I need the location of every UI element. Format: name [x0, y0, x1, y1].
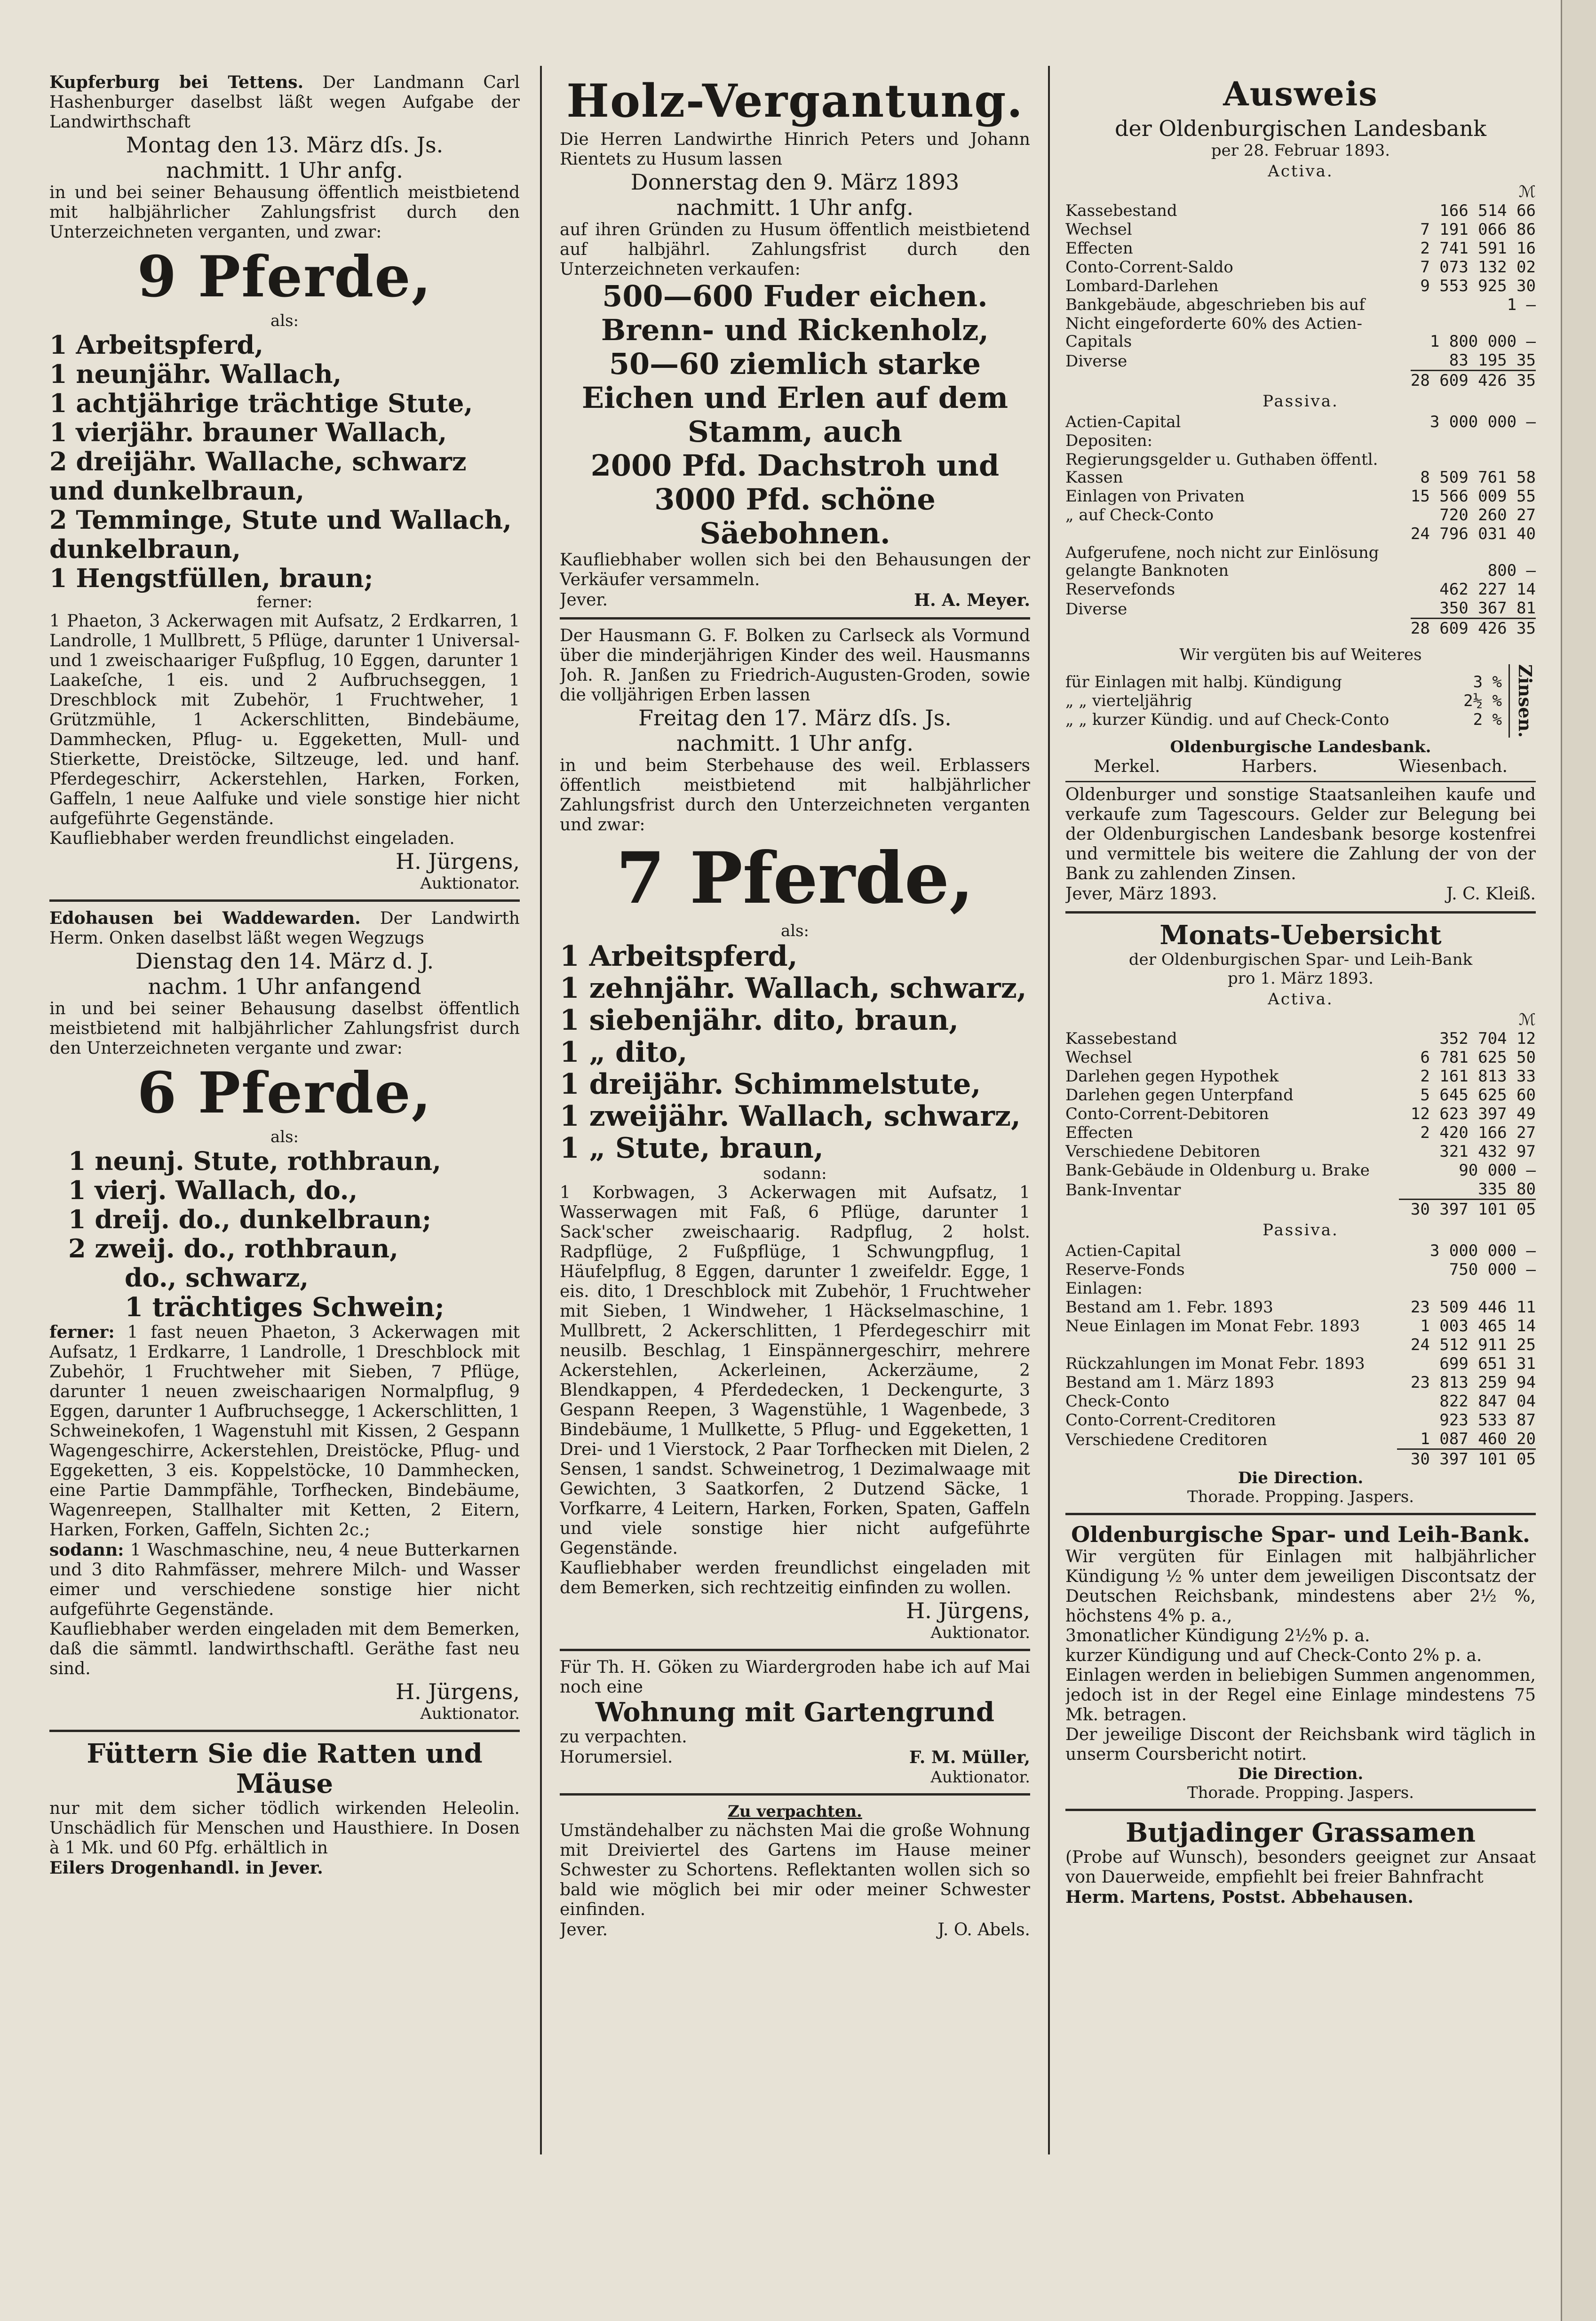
table-row — [1065, 1430, 1536, 1449]
ad-signer: J. C. Kleiß. — [1446, 884, 1536, 904]
ad-title: Butjadinger Grassamen — [1126, 1817, 1476, 1849]
row-label: Effecten — [1065, 239, 1133, 258]
table-row — [1065, 487, 1536, 506]
row-value: 462 227 14 — [1439, 580, 1536, 599]
row-value: 12 623 397 49 — [1410, 1105, 1536, 1124]
ad-signer: J. O. Abels. — [937, 1920, 1030, 1939]
ad-role: Auktionator. — [930, 1623, 1030, 1642]
rates-heading: Wir vergüten bis auf Weiteres — [1179, 645, 1422, 664]
table-row — [1065, 220, 1536, 239]
row-value: 1 — — [1507, 295, 1536, 314]
row-label: Darlehen gegen Hypothek — [1065, 1067, 1279, 1086]
row-value: 24 796 031 40 — [1410, 525, 1536, 543]
row-value: 1 003 465 14 — [1420, 1317, 1536, 1336]
row-value — [1411, 431, 1536, 450]
ad-subtitle: der Oldenburgischen Landesbank — [1115, 116, 1486, 141]
table-row — [1065, 1067, 1536, 1086]
ad-time: nachmitt. 1 Uhr anfg. — [676, 731, 914, 756]
row-label: Einlagen: — [1065, 1279, 1143, 1298]
table-row — [1065, 1298, 1536, 1317]
ad-body: Umständehalber zu nächsten Mai die große Wohnung mit Dreiviertel des Gartens im Hause meiner Schwester zu Schortens. Reflektanten wollen sich so bald wie möglich bei mir oder meiner Schwester einfinden. — [560, 1821, 1030, 1919]
ad-note: Oldenburger und sonstige Staatsanleihen kaufe und verkaufe zum Tagescours. Gelder zur Belegung bei der Oldenburgischen Landesbank besorge kostenfrei und vermittele bis weitere die Zahlung der von der Bank zu zahlenden Zinsen. — [1065, 781, 1536, 884]
table-row — [1065, 1411, 1536, 1430]
ad-edohausen — [49, 902, 520, 1732]
row-label: Bestand am 1. Febr. 1893 — [1065, 1298, 1273, 1317]
table-row — [1065, 1392, 1536, 1411]
table-row — [1065, 1123, 1536, 1142]
table-row — [1065, 1279, 1536, 1298]
ad-invite: Kaufliebhaber werden eingeladen mit dem Bemerken, daß die sämmtl. landwirthschaftl. Geräthe fast neu sind. — [49, 1620, 520, 1678]
row-value — [1397, 1279, 1536, 1298]
table-row — [1065, 314, 1536, 351]
table-row — [1065, 710, 1502, 729]
row-value: 23 509 446 11 — [1410, 1298, 1536, 1317]
ad-title: Kupferburg bei Tettens. — [49, 72, 304, 92]
list-item: do., schwarz, — [125, 1263, 309, 1293]
passiva-total: 28 609 426 35 — [1410, 619, 1536, 638]
ad-ferner-label: ferner: — [49, 1322, 115, 1342]
row-value: 1 800 000 — — [1429, 332, 1536, 351]
row-label: „ „ vierteljährig — [1065, 692, 1192, 711]
list-item: 1 neunjähr. Wallach, — [49, 359, 342, 389]
row-label — [1065, 525, 1411, 543]
ad-ferner: 1 fast neuen Phaeton, 3 Ackerwagen mit Aufsatz, 1 Erdkarre, 1 Landrolle, 1 Dreschblock mit Zubehör, 1 Fruchtweher mit Sieben, 7 Pflüge, darunter 1 neuen zweischaarigen Normalpflug, 9 Eggen, darunter 1 Aufbruchsegge, 1 Ackerschlitten, 1 Schweinekofen, 1 Wagenstuhl mit Kissen, 2 Gespann Wagengeschirre, Ackerstehlen, Dreistöcke, Pflug- und Eggeketten, 3 eis. Koppelstöcke, 10 Dammhecken, eine Partie Dammpfähle, Torfhecken, Bindebäume, Wagenreepen, Stallhalter mit Ketten, 2 Eitern, Harken, Forken, Gaffeln, Sichten 2c.; — [49, 1323, 520, 1540]
ad-intro: Der Landmann Carl Hashenburger daselbst läßt wegen Aufgabe der Landwirthschaft — [49, 73, 520, 132]
ad-pig: 1 trächtiges Schwein; — [125, 1292, 445, 1323]
row-label: Einlagen von Privaten — [1065, 487, 1245, 506]
activa-total: 28 609 426 35 — [1410, 371, 1536, 390]
list-item: 2 zweij. do., rothbraun, — [68, 1233, 398, 1264]
ad-date: per 28. Februar 1893. — [1211, 141, 1390, 160]
ad-place: Jever. — [560, 590, 608, 610]
row-label: Neue Einlagen im Monat Febr. 1893 — [1065, 1317, 1360, 1336]
row-value: 6 781 625 50 — [1420, 1048, 1536, 1067]
ad-place: Horumersiel. — [560, 1748, 673, 1767]
table-row — [1065, 1335, 1536, 1354]
ad-shop: Eilers Drogenhandl. in Jever. — [49, 1858, 323, 1878]
ad-time: nachmitt. 1 Uhr anfg. — [676, 195, 914, 220]
table-row — [1065, 543, 1536, 580]
ad-wohnung — [560, 1651, 1030, 1796]
row-value: 350 367 81 — [1439, 599, 1536, 618]
ad-signature-row — [560, 590, 1030, 611]
ad-role: Auktionator. — [420, 874, 520, 893]
list-item: 2 dreijähr. Wallache, schwarz und dunkelbraun, — [49, 446, 467, 506]
table-row — [1065, 1180, 1536, 1200]
table-row — [1065, 1241, 1536, 1260]
row-label: Bestand am 1. März 1893 — [1065, 1373, 1275, 1392]
ad-bolken — [560, 620, 1030, 1651]
row-value: 699 651 31 — [1439, 1354, 1536, 1374]
passiva-table — [1065, 1241, 1536, 1469]
row-label: Nicht eingeforderte 60% des Actien-Capitals — [1065, 314, 1363, 351]
ad-title: Monats-Uebersicht — [1159, 920, 1442, 951]
table-row — [1065, 1200, 1536, 1219]
table-row — [1065, 673, 1502, 692]
row-value: 720 260 27 — [1439, 506, 1536, 525]
table-row — [1065, 1010, 1536, 1029]
ad-landesbank-ausweis — [1065, 66, 1536, 914]
row-label: Diverse — [1065, 351, 1128, 371]
passiva-total: 30 397 101 05 — [1397, 1449, 1536, 1469]
ad-body: (Probe auf Wunsch), besonders geeignet zur Ansaat von Dauerweide, empfiehlt bei freier Bahnfracht — [1065, 1848, 1536, 1887]
ad-directors: Thorade. Propping. Jaspers. — [1187, 1783, 1414, 1803]
rates-block — [1065, 664, 1536, 738]
ad-heleolin — [49, 1732, 520, 1884]
row-value: 750 000 — — [1449, 1260, 1536, 1280]
table-row — [1065, 619, 1536, 638]
row-label: Reservefonds — [1065, 580, 1175, 599]
table-row — [1065, 201, 1536, 220]
row-label: Kassebestand — [1065, 1029, 1177, 1049]
activa-total: 30 397 101 05 — [1399, 1200, 1536, 1219]
activa-table — [1065, 183, 1536, 390]
ad-kupferburg — [49, 66, 520, 902]
row-value: 352 704 12 — [1439, 1029, 1536, 1049]
list-item: 1 vierj. Wallach, do., — [68, 1175, 358, 1205]
list-item: Brenn- und Rickenholz, — [601, 313, 989, 347]
row-value: 15 566 009 55 — [1410, 487, 1536, 506]
row-label: Regierungsgelder u. Guthaben öffentl. Kassen — [1065, 450, 1378, 487]
row-value: 335 80 — [1478, 1180, 1536, 1199]
row-value: 3 000 000 — — [1429, 413, 1536, 431]
ad-role: Auktionator. — [420, 1704, 520, 1723]
table-row — [1065, 1105, 1536, 1123]
ad-signature-row — [560, 1920, 1030, 1940]
row-value: 90 000 — — [1459, 1161, 1536, 1180]
row-value: 321 432 97 — [1439, 1142, 1536, 1161]
ad-headline: 7 Pferde, — [616, 837, 974, 920]
row-label: Effecten — [1065, 1123, 1133, 1143]
list-item: 1 „ Stute, braun, — [560, 1132, 824, 1165]
row-label: Aufgerufene, noch nicht zur Einlösung gelangte Banknoten — [1065, 543, 1379, 580]
ad-intro: Der Landwirth Herm. Onken daselbst läßt wegen Wegzugs — [49, 909, 520, 948]
table-row — [1065, 413, 1536, 431]
list-item: Eichen und Erlen auf dem — [581, 381, 1008, 415]
row-value: 24 512 911 25 — [1410, 1335, 1536, 1355]
passiva-table — [1065, 413, 1536, 638]
table-row — [1065, 692, 1502, 710]
table-row — [1065, 1048, 1536, 1067]
column-right — [1065, 66, 1536, 2142]
zinsen-label: Zinsen. — [1509, 664, 1536, 738]
table-row — [1065, 277, 1536, 295]
ad-terms: in und bei seiner Behausung öffentlich meistbietend mit halbjährlicher Zahlungsfrist durch den Unterzeichneten verganten, und zwar: — [49, 183, 520, 242]
list-item: 1 neunj. Stute, rothbraun, — [68, 1146, 441, 1176]
row-value: 3 % — [1473, 673, 1502, 692]
ad-title: Edohausen bei Waddewarden. — [49, 908, 361, 928]
table-row — [1065, 1142, 1536, 1161]
currency-symbol: ℳ — [1518, 183, 1536, 201]
row-value: 5 645 625 60 — [1420, 1086, 1536, 1105]
list-item: 1 zehnjähr. Wallach, schwarz, — [560, 972, 1027, 1005]
list-item: 1 zweijähr. Wallach, schwarz, — [560, 1100, 1021, 1133]
row-label: Darlehen gegen Unterpfand — [1065, 1086, 1294, 1105]
list-item: 1 dreijähr. Schimmelstute, — [560, 1068, 981, 1101]
table-row — [1065, 183, 1536, 201]
item-list — [560, 940, 1030, 1164]
row-label: Conto-Corrent-Saldo — [1065, 258, 1233, 277]
ad-ferner: ferner: — [256, 593, 313, 612]
list-item: 2 Temminge, Stute und Wallach, dunkelbraun, — [49, 505, 512, 564]
list-item: 1 achtjährige trächtige Stute, — [49, 388, 473, 418]
ad-date: pro 1. März 1893. — [1228, 969, 1374, 988]
row-label: Verschiedene Creditoren — [1065, 1430, 1268, 1449]
ad-rate: kurzer Kündigung und auf Check-Conto 2% p. a. — [1065, 1646, 1482, 1666]
ad-time: nachm. 1 Uhr anfangend — [148, 974, 421, 999]
ad-date: Freitag den 17. März dſs. Js. — [638, 705, 952, 731]
ad-als: als: — [270, 1128, 299, 1146]
ad-signature-row — [560, 1747, 1030, 1768]
row-label: Wechsel — [1065, 220, 1132, 239]
activa-label: Activa. — [1268, 990, 1334, 1009]
row-label: für Einlagen mit halbj. Kündigung — [1065, 673, 1342, 692]
ad-invite: Kaufliebhaber wollen sich bei den Behausungen der Verkäufer versammeln. — [560, 550, 1030, 589]
ad-time: nachmitt. 1 Uhr anfg. — [166, 158, 404, 183]
table-row — [1065, 1161, 1536, 1180]
list-item: Stamm, auch — [687, 414, 903, 449]
row-label: „ „ kurzer Kündig. und auf Check-Conto — [1065, 710, 1390, 730]
ad-terms: in und beim Sterbehause des weil. Erblassers öffentlich meistbietend mit halbjährlicher Zahlungsfrist durch den Unterzeichneten verganten und zwar: — [560, 756, 1030, 835]
row-value: 2 % — [1473, 710, 1502, 730]
row-value: 8 509 761 58 — [1420, 468, 1536, 487]
ad-signer: H. Jürgens, — [396, 849, 520, 874]
table-row — [1065, 525, 1536, 543]
table-row — [1065, 1449, 1536, 1469]
list-item: 1 Arbeitspferd, — [560, 940, 798, 973]
ad-body2: Einlagen werden in beliebigen Summen angenommen, jedoch ist in der Regel eine Einlage mindestens 75 Mk. betragen. — [1065, 1666, 1536, 1725]
ad-rate: 3monatlicher Kündigung 2½% p. a. — [1065, 1626, 1370, 1646]
row-value: 7 073 132 02 — [1420, 258, 1536, 277]
activa-label: Activa. — [1268, 162, 1334, 181]
row-value: 2½ % — [1463, 692, 1502, 711]
rates-table — [1065, 673, 1502, 729]
activa-table — [1065, 1010, 1536, 1219]
ad-more: 1 Korbwagen, 3 Ackerwagen mit Aufsatz, 1 Wasserwagen mit Faß, 6 Pflüge, darunter 1 Sack'scher zweischaarig. Radpflug, 2 holst. Radpflüge, 2 Fußpflüge, 1 Schwungpflug, 1 Häufelpflug, 8 Eggen, darunter 1 zweifeldr. Egge, 1 eis. dito, 1 Dreschblock mit Zubehör, 1 Fruchtweher mit Sieben, 1 Windweher, 1 Häckselmaschine, 1 Mullbrett, 2 Ackerschlitten, 1 Pferdegeschirr mit neusilb. Beschlag, 1 Einspännergeschirr, mehrere Ackerstehlen, Ackerleinen, Ackerzäume, 2 Blendkappen, 4 Pferdedecken, 1 Deckengurte, 3 Gespann Reepen, 3 Wagenstühle, 1 Wagenbede, 3 Bindebäume, 1 Mullkette, 5 Pflug- und Eggeketten, 1 Drei- und 1 Vierstock, 2 Paar Torfhecken mit Dielen, 2 Sensen, 1 sandst. Schweinetrog, 1 Dezimalwaage mit Gewichten, 3 Saatkorfen, 2 Dutzend Säcke, 1 Vorfkarre, 4 Leitern, Harken, Forken, Spaten, Gaffeln und viele sonstige hier nicht aufgeführte Gegenstände. — [560, 1183, 1030, 1558]
ad-intro: Der Hausmann G. F. Bolken zu Carlseck als Vormund über die minderjährigen Kinder des weil. Hausmanns Joh. R. Janßen zu Friedrich-Augusten-Groden, sowie die volljährigen Erben lassen — [560, 626, 1030, 705]
ad-holz-vergantung — [560, 66, 1030, 620]
ad-body3: Der jeweilige Discont der Reichsbank wird täglich in unserm Coursbericht notirt. — [1065, 1725, 1536, 1765]
row-label: Bankgebäude, abgeschrieben bis auf — [1065, 295, 1365, 314]
ad-terms: auf ihren Gründen zu Husum öffentlich meistbietend auf halbjährl. Zahlungsfrist durch den Unterzeichneten verkaufen: — [560, 220, 1030, 279]
ad-signer: F. M. Müller, — [909, 1748, 1030, 1767]
ad-sparbank-zinsen — [1065, 1515, 1536, 1811]
list-item: 1 vierjähr. brauner Wallach, — [49, 417, 447, 447]
ad-intro: Die Herren Landwirthe Hinrich Peters und Johann Rientets zu Husum lassen — [560, 130, 1030, 169]
row-value: 800 — — [1487, 561, 1536, 580]
row-label: „ auf Check-Conto — [1065, 506, 1214, 525]
ad-signer: H. Jürgens, — [396, 1679, 520, 1704]
ad-terms: in und bei seiner Behausung daselbst öffentlich meistbietend mit halbjährlicher Zahlungsfrist durch den Unterzeichneten vergante und zwar: — [49, 999, 520, 1058]
ad-date: Dienstag den 14. März d. J. — [135, 948, 434, 974]
list-item: 1 Arbeitspferd, — [49, 330, 264, 360]
row-value: 822 847 04 — [1439, 1392, 1536, 1411]
ad-als: als: — [780, 922, 810, 940]
table-row — [1065, 1260, 1536, 1279]
ad-body: nur mit dem sicher tödlich wirkenden Heleolin. Unschädlich für Menschen und Hausthiere. In Dosen à 1 Mk. und 60 Pfg. erhältlich in — [49, 1799, 520, 1858]
list-item: 500—600 Fuder eichen. — [602, 279, 988, 313]
row-label: Diverse — [1065, 599, 1128, 619]
ad-more: 1 Phaeton, 3 Ackerwagen mit Aufsatz, 2 Erdkarren, 1 Landrolle, 1 Mullbrett, 5 Pflüge, darunter 1 Universal- und 1 zweischaariger Fußpflug, 10 Eggen, darunter 1 Laakeſche, 1 eis. und 2 Aufbruchseggen, 1 Dreschblock mit Zubehör, 1 Fruchtweher, 1 Grützmühle, 1 Ackerschlitten, Bindebäume, Dammhecken, Pflug- u. Eggeketten, Mull- und Stierkette, Dreistöcke, Siltzeuge, led. und hanf. Pferdegeschirr, Ackerstehlen, Harken, Forken, Gaffeln, 1 neue Aalfuke und viele sonstige hier nicht aufgeführte Gegenstände. — [49, 612, 520, 828]
table-row — [1065, 506, 1536, 525]
wood-list — [560, 279, 1030, 550]
ad-directors: Thorade. Propping. Jaspers. — [1187, 1487, 1414, 1507]
row-label: Bank-Inventar — [1065, 1180, 1181, 1200]
row-value: 83 195 35 — [1449, 351, 1536, 370]
ad-direction: Die Direction. — [1238, 1765, 1364, 1784]
row-label: Verschiedene Debitoren — [1065, 1142, 1261, 1161]
ad-body: Wir vergüten für Einlagen mit halbjährlicher Kündigung ½ % unter dem jeweiligen Discontsatz der Deutschen Reichsbank, mindestens aber 2½ %, höchstens 4% p. a., — [1065, 1547, 1536, 1626]
item-list — [49, 330, 520, 593]
column-rule — [1048, 66, 1050, 2154]
row-label: Kassebestand — [1065, 201, 1177, 220]
table-row — [1065, 258, 1536, 277]
table-row — [1065, 295, 1536, 314]
ad-sodann-label: sodann: — [49, 1540, 124, 1560]
row-label: Reserve-Fonds — [1065, 1260, 1185, 1280]
ad-grassamen — [1065, 1811, 1536, 1914]
list-item: 2000 Pfd. Dachstroh und — [590, 448, 1000, 483]
table-row — [1065, 1029, 1536, 1048]
director: Wiesenbach. — [1398, 757, 1508, 777]
row-value: 1 087 460 20 — [1420, 1430, 1536, 1449]
ad-role: Auktionator. — [930, 1768, 1030, 1787]
table-row — [1065, 450, 1536, 487]
column-rule — [540, 66, 542, 2154]
list-item: 1 „ dito, — [560, 1036, 688, 1069]
row-value: 166 514 66 — [1439, 201, 1536, 220]
ad-zu-verpachten — [560, 1796, 1030, 1947]
row-value: 2 420 166 27 — [1420, 1123, 1536, 1143]
list-item: 3000 Pfd. schöne Säebohnen. — [654, 482, 936, 550]
row-value: 7 191 066 86 — [1420, 220, 1536, 239]
row-label: Actien-Capital — [1065, 1241, 1181, 1261]
ad-signer: H. Jürgens, — [906, 1598, 1030, 1623]
passiva-label: Passiva. — [1263, 392, 1339, 411]
column-left — [49, 66, 520, 2142]
ad-place: Jever. — [560, 1920, 608, 1939]
row-label: Depositen: — [1065, 431, 1153, 450]
ad-sodann: 1 Waschmaschine, neu, 4 neue Butterkarnen und 3 dito Rahmfässer, mehrere Milch- und Wasser eimer und verschiedene sonstige hier nicht aufgeführte Gegenstände. — [49, 1541, 520, 1619]
ad-title: Ausweis — [1223, 74, 1378, 113]
table-row — [1065, 431, 1536, 450]
table-row — [1065, 371, 1536, 390]
director: Merkel. — [1094, 757, 1160, 777]
table-row — [1065, 1373, 1536, 1392]
ad-headline: 6 Pferde, — [137, 1060, 432, 1126]
table-row — [1065, 239, 1536, 258]
ad-tail: zu verpachten. — [560, 1727, 687, 1747]
row-label: Conto-Corrent-Creditoren — [1065, 1411, 1276, 1430]
ad-signer: Herm. Martens, Postst. Abbehausen. — [1065, 1887, 1413, 1908]
ad-title: Zu verpachten. — [728, 1802, 862, 1821]
list-item: 1 dreij. do., dunkelbraun; — [68, 1204, 432, 1234]
ad-date: Montag den 13. März dſs. Js. — [126, 132, 444, 158]
ad-signer: H. A. Meyer. — [914, 590, 1030, 610]
ad-title: Wohnung mit Gartengrund — [595, 1697, 995, 1728]
table-row — [1065, 1317, 1536, 1335]
ad-headline: 9 Pferde, — [137, 244, 432, 310]
ad-direction: Die Direction. — [1238, 1469, 1364, 1488]
ad-title: Oldenburgische Spar- und Leih-Bank. — [1071, 1522, 1530, 1548]
table-row — [1065, 351, 1536, 371]
row-label: Lombard-Darlehen — [1065, 277, 1219, 295]
ad-headline: Holz-Vergantung. — [566, 74, 1024, 127]
row-label: Wechsel — [1065, 1048, 1132, 1067]
list-item: 50—60 ziemlich starke — [609, 347, 981, 381]
ad-invite: Kaufliebhaber werden freundlichst eingeladen. — [49, 829, 455, 848]
row-label: Check-Conto — [1065, 1392, 1170, 1411]
adjacent-page-edge — [1561, 0, 1596, 2321]
row-label: Rückzahlungen im Monat Febr. 1893 — [1065, 1354, 1365, 1374]
ad-title: Füttern Sie die Ratten und Mäuse — [87, 1738, 483, 1799]
row-value: 9 553 925 30 — [1420, 277, 1536, 295]
ad-date: Donnerstag den 9. März 1893 — [630, 169, 960, 195]
ad-als: als: — [270, 311, 299, 330]
row-value: 3 000 000 — — [1429, 1241, 1536, 1261]
ad-intro: Für Th. H. Göken zu Wiardergroden habe ich auf Mai noch eine — [560, 1658, 1030, 1697]
row-value: 23 813 259 94 — [1410, 1373, 1536, 1392]
table-row — [1065, 599, 1536, 619]
passiva-label: Passiva. — [1263, 1221, 1339, 1240]
list-item: 1 Hengstfüllen, braun; — [49, 563, 373, 593]
ad-sodann: sodann: — [763, 1164, 827, 1183]
table-row — [1065, 1354, 1536, 1373]
row-label — [1065, 1335, 1397, 1354]
row-label: Actien-Capital — [1065, 413, 1181, 431]
row-value: 2 161 813 33 — [1420, 1067, 1536, 1086]
table-row — [1065, 580, 1536, 599]
directors-row — [1065, 756, 1536, 777]
column-middle — [560, 66, 1030, 2142]
ad-invite: Kaufliebhaber werden freundlichst eingeladen mit dem Bemerken, sich rechtzeitig einfinden zu wollen. — [560, 1558, 1030, 1598]
currency-symbol: ℳ — [1518, 1010, 1536, 1030]
row-value: 923 533 87 — [1439, 1411, 1536, 1430]
ad-signature-row — [1065, 884, 1536, 905]
director: Harbers. — [1241, 757, 1318, 777]
bank-name: Oldenburgische Landesbank. — [1170, 738, 1431, 757]
list-item: 1 siebenjähr. dito, braun, — [560, 1004, 959, 1037]
item-list — [49, 1146, 520, 1292]
ad-place: Jever, März 1893. — [1065, 884, 1217, 904]
ad-sparbank-uebersicht — [1065, 914, 1536, 1515]
row-label: Conto-Corrent-Debitoren — [1065, 1105, 1269, 1124]
ad-subtitle: der Oldenburgischen Spar- und Leih-Bank — [1128, 950, 1473, 970]
row-value: 2 741 591 16 — [1420, 239, 1536, 258]
row-label: Bank-Gebäude in Oldenburg u. Brake — [1065, 1161, 1370, 1180]
table-row — [1065, 1086, 1536, 1105]
